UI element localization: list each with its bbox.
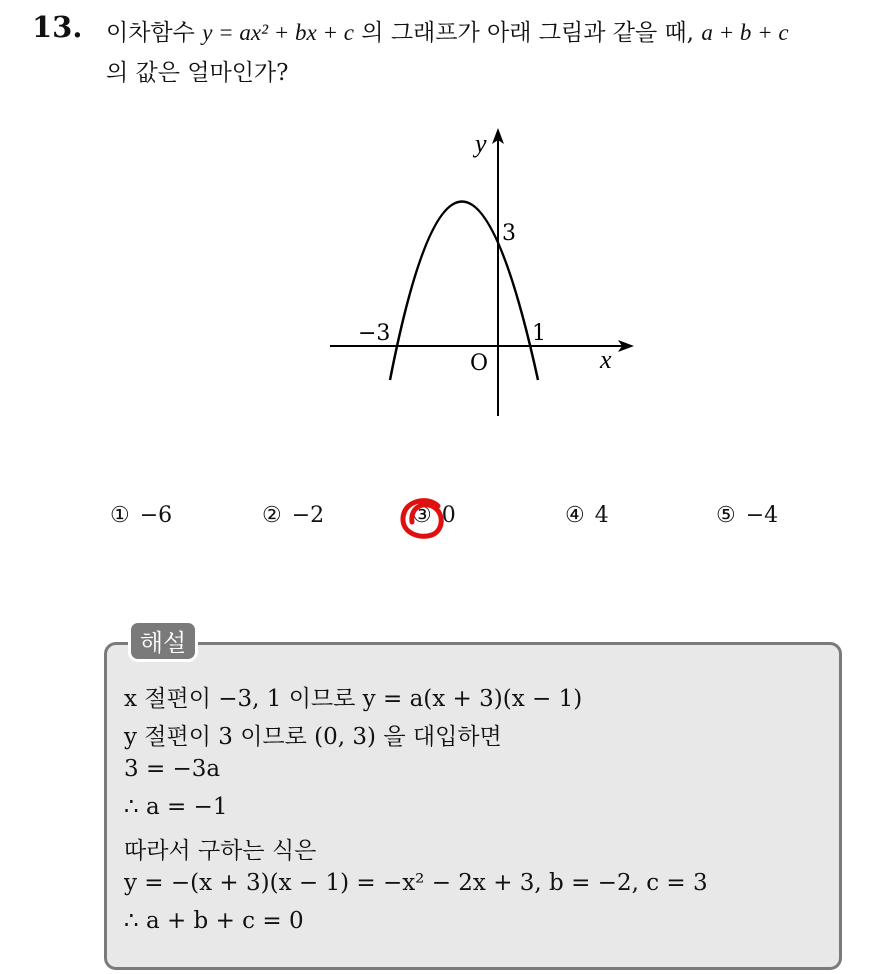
- solution-line-4: ∴ a = −1: [124, 794, 228, 820]
- question-text-after: 의 그래프가 아래 그림과 같을 때,: [361, 20, 694, 46]
- solution-line-1: x 절편이 −3, 1 이므로 y = a(x + 3)(x − 1): [124, 686, 583, 712]
- solution-line-6: y = −(x + 3)(x − 1) = −x² − 2x + 3, b = −2, c = 3: [124, 870, 708, 896]
- choice-4[interactable]: [565, 503, 609, 528]
- solution-line-3: 3 = −3a: [124, 756, 221, 782]
- question-line-1: [106, 14, 789, 47]
- choice-1[interactable]: [110, 503, 172, 528]
- solution-line-7: ∴ a + b + c = 0: [124, 908, 304, 934]
- choice-2[interactable]: [262, 503, 324, 528]
- answer-circle-mark: [398, 496, 448, 544]
- choice-5[interactable]: [716, 503, 778, 528]
- question-equation: y = ax² + bx + c: [202, 20, 354, 45]
- choice-1-value: −6: [139, 503, 173, 528]
- choice-2-mark: ②: [262, 503, 282, 528]
- question-target: a + b + c: [701, 20, 789, 45]
- question-number: 13.: [32, 10, 83, 44]
- right-root-label: 1: [532, 321, 546, 346]
- origin-label: O: [470, 351, 489, 376]
- choice-3-mark: ③: [412, 503, 432, 528]
- solution-title: 해설: [128, 620, 198, 662]
- parabola-graph: [320, 120, 640, 420]
- choice-5-value: −4: [745, 503, 779, 528]
- y-axis-label: y: [475, 129, 487, 158]
- choice-2-value: −2: [291, 503, 325, 528]
- choice-4-mark: ④: [565, 503, 585, 528]
- choice-3-value: 0: [441, 503, 456, 528]
- choice-4-value: 4: [594, 503, 609, 528]
- question-text-before: 이차함수: [106, 20, 195, 46]
- y-intercept-label: 3: [502, 221, 516, 246]
- choice-5-mark: ⑤: [716, 503, 736, 528]
- question-line-2: 의 값은 얼마인가?: [106, 60, 289, 86]
- solution-line-2: y 절편이 3 이므로 (0, 3) 을 대입하면: [124, 724, 502, 750]
- choice-1-mark: ①: [110, 503, 130, 528]
- x-axis-label: x: [600, 345, 612, 374]
- left-root-label: −3: [358, 321, 391, 346]
- solution-line-5: 따라서 구하는 식은: [124, 838, 317, 864]
